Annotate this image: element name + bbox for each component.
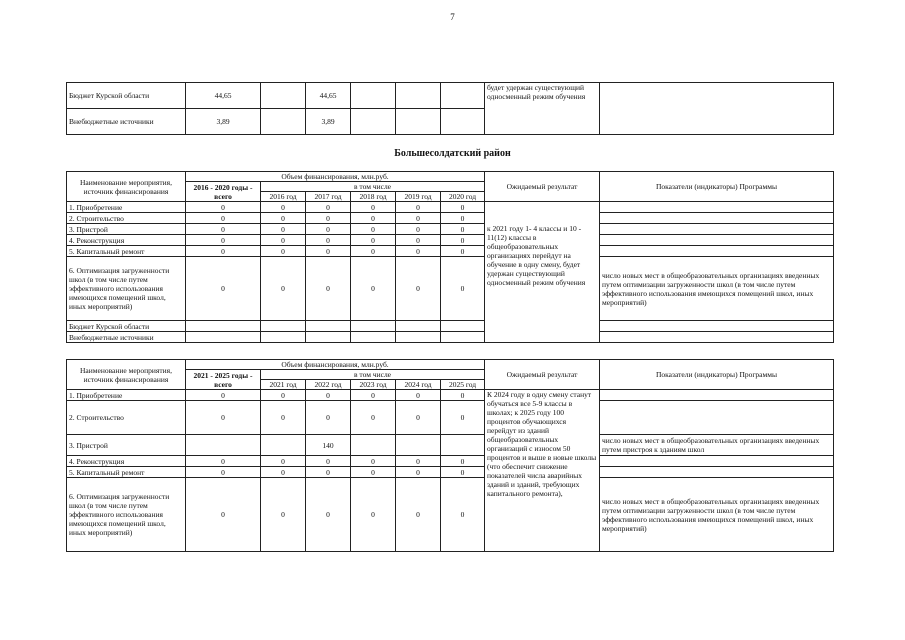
financing-table-2016-2020: [66, 171, 834, 343]
row-name: 2. Строительство: [67, 213, 186, 224]
cell-value: 0: [351, 213, 396, 224]
cell-value: [351, 321, 396, 332]
cell-total: 0: [186, 456, 261, 467]
cell-value: 0: [441, 202, 485, 213]
cell-total: 3,89: [186, 109, 261, 135]
cell-value: 0: [396, 202, 441, 213]
cell-value: [261, 83, 306, 109]
header-volume: Объем финансирования, млн.руб.: [186, 172, 485, 182]
row-name: Бюджет Курской области: [67, 321, 186, 332]
cell-value: 0: [351, 246, 396, 257]
cell-value: 0: [441, 401, 485, 435]
cell-value: 0: [351, 390, 396, 401]
cell-value: 0: [306, 213, 351, 224]
cell-value: 0: [261, 401, 306, 435]
cell-value: [261, 109, 306, 135]
cell-value: 0: [306, 224, 351, 235]
cell-value: 0: [351, 456, 396, 467]
cell-value: 0: [306, 235, 351, 246]
indicator: [600, 83, 834, 135]
row-name: 5. Капитальный ремонт: [67, 246, 186, 257]
indicator-blank: [600, 332, 834, 343]
cell-value: [351, 332, 396, 343]
cell-value: 0: [351, 257, 396, 321]
cell-total: 0: [186, 467, 261, 478]
cell-value: 0: [306, 456, 351, 467]
cell-value: 0: [351, 478, 396, 552]
cell-total: 0: [186, 401, 261, 435]
top-table: [66, 82, 834, 135]
cell-value: 0: [441, 467, 485, 478]
cell-value: 0: [306, 478, 351, 552]
header-indicator: Показатели (индикаторы) Программы: [600, 360, 834, 390]
header-name: Наименование мероприятия, источник финансирования: [67, 360, 186, 390]
indicator: число новых мест в общеобразовательных организациях введенных путем пристроя к зданиям школ: [600, 435, 834, 456]
header-year: 2022 год: [306, 380, 351, 390]
cell-value: [396, 435, 441, 456]
cell-value: 0: [351, 202, 396, 213]
row-name: 1. Приобретение: [67, 390, 186, 401]
cell-value: 0: [396, 390, 441, 401]
header-result: Ожидаемый результат: [485, 172, 600, 202]
row-name: 6. Оптимизация загруженности школ (в том числе путем эффективного использования имеющихся помещений школ, иных мероприятий): [67, 257, 186, 321]
cell-value: 0: [261, 235, 306, 246]
cell-value: 0: [396, 478, 441, 552]
cell-value: 0: [441, 235, 485, 246]
cell-value: 0: [261, 213, 306, 224]
header-total: 2016 - 2020 годы - всего: [186, 182, 261, 202]
indicator-blank: [600, 456, 834, 467]
cell-value: [441, 332, 485, 343]
cell-value: 0: [441, 246, 485, 257]
row-name: 1. Приобретение: [67, 202, 186, 213]
cell-value: [396, 332, 441, 343]
cell-value: [351, 109, 396, 135]
header-year: 2018 год: [351, 192, 396, 202]
cell-value: 0: [261, 478, 306, 552]
cell-value: 0: [351, 224, 396, 235]
cell-value: 0: [261, 224, 306, 235]
cell-value: [261, 321, 306, 332]
header-indicator: Показатели (индикаторы) Программы: [600, 172, 834, 202]
cell-total: 0: [186, 202, 261, 213]
expected-result: К 2024 году в одну смену станут обучаться все 5-9 классы в школах; к 2025 году 100 процентов обучающихся перейдут из зданий общеобразовательных организаций с износом 50 процентов и выше в новые школы (что обеспечит снижение показателей числа аварийных зданий и зданий, требующих капитального ремонта),: [485, 390, 600, 552]
cell-value: 0: [396, 224, 441, 235]
cell-value: [306, 321, 351, 332]
cell-total: [186, 332, 261, 343]
row-name: Бюджет Курской области: [67, 83, 186, 109]
row-name: 4. Реконструкция: [67, 235, 186, 246]
cell-value: [396, 83, 441, 109]
cell-value: 0: [441, 456, 485, 467]
header-total: 2021 - 2025 годы - всего: [186, 370, 261, 390]
cell-value: 0: [396, 213, 441, 224]
cell-value: [261, 435, 306, 456]
indicator-blank: [600, 390, 834, 401]
row-name: 2. Строительство: [67, 401, 186, 435]
header-year: 2020 год: [441, 192, 485, 202]
cell-value: 0: [306, 401, 351, 435]
cell-value: 0: [441, 390, 485, 401]
cell-total: 0: [186, 257, 261, 321]
row-name: Внебюджетные источники: [67, 109, 186, 135]
cell-value: [441, 435, 485, 456]
cell-value: 3,89: [306, 109, 351, 135]
header-year: 2016 год: [261, 192, 306, 202]
indicator-blank: [600, 202, 834, 213]
cell-total: 44,65: [186, 83, 261, 109]
header-name: Наименование мероприятия, источник финансирования: [67, 172, 186, 202]
indicator-blank: [600, 467, 834, 478]
financing-table-2021-2025: [66, 359, 834, 552]
cell-total: 0: [186, 235, 261, 246]
expected-result: к 2021 году 1- 4 классы и 10 - 11(12) классы в общеобразовательных организациях перейдут на обучение в одну смену, будет удержан существующий односменный режим обучения: [485, 202, 600, 343]
cell-value: 0: [261, 257, 306, 321]
cell-value: [441, 109, 485, 135]
cell-total: 0: [186, 390, 261, 401]
cell-value: [441, 83, 485, 109]
cell-value: 0: [396, 467, 441, 478]
row-name: 6. Оптимизация загруженности школ (в том числе путем эффективного использования имеющихся помещений школ, иных мероприятий): [67, 478, 186, 552]
cell-value: [351, 435, 396, 456]
cell-value: 0: [261, 456, 306, 467]
cell-value: [396, 109, 441, 135]
row-name: 3. Пристрой: [67, 224, 186, 235]
indicator-blank: [600, 321, 834, 332]
indicator-blank: [600, 401, 834, 435]
cell-total: [186, 435, 261, 456]
cell-total: 0: [186, 213, 261, 224]
indicator: число новых мест в общеобразовательных организациях введенных путем оптимизации загруженности школ (в том числе путем эффективного использования имеющихся помещений школ, иных мероприятий): [600, 478, 834, 552]
header-year: 2019 год: [396, 192, 441, 202]
cell-value: 0: [396, 456, 441, 467]
cell-value: 0: [261, 390, 306, 401]
header-volume: Объем финансирования, млн.руб.: [186, 360, 485, 370]
cell-value: 0: [351, 467, 396, 478]
cell-value: [306, 332, 351, 343]
header-year: 2025 год: [441, 380, 485, 390]
header-year: 2021 год: [261, 380, 306, 390]
cell-value: 0: [351, 235, 396, 246]
header-result: Ожидаемый результат: [485, 360, 600, 390]
cell-total: 0: [186, 246, 261, 257]
expected-result: будет удержан существующий односменный режим обучения: [485, 83, 600, 135]
indicator-blank: [600, 246, 834, 257]
cell-value: 0: [306, 390, 351, 401]
indicator-blank: [600, 213, 834, 224]
cell-value: 0: [396, 246, 441, 257]
header-year: 2023 год: [351, 380, 396, 390]
district-title: Большесолдатский район: [394, 148, 511, 159]
header-incl: в том числе: [261, 182, 485, 192]
cell-value: 0: [306, 257, 351, 321]
cell-total: 0: [186, 224, 261, 235]
cell-value: 0: [261, 246, 306, 257]
page-number: 7: [450, 12, 455, 22]
cell-value: 0: [351, 401, 396, 435]
row-name: 5. Капитальный ремонт: [67, 467, 186, 478]
cell-total: [186, 321, 261, 332]
cell-total: 0: [186, 478, 261, 552]
row-name: 4. Реконструкция: [67, 456, 186, 467]
cell-value: [351, 83, 396, 109]
indicator: число новых мест в общеобразовательных организациях введенных путем оптимизации загруженности школ (в том числе путем эффективного использования имеющихся помещений школ, иных мероприятий): [600, 257, 834, 321]
cell-value: 0: [396, 235, 441, 246]
cell-value: 140: [306, 435, 351, 456]
cell-value: 0: [306, 246, 351, 257]
cell-value: 0: [441, 213, 485, 224]
cell-value: 0: [306, 467, 351, 478]
cell-value: 0: [441, 257, 485, 321]
header-incl: в том числе: [261, 370, 485, 380]
header-year: 2024 год: [396, 380, 441, 390]
indicator-blank: [600, 235, 834, 246]
row-name: Внебюджетные источники: [67, 332, 186, 343]
cell-value: 0: [441, 478, 485, 552]
cell-value: 0: [261, 467, 306, 478]
row-name: 3. Пристрой: [67, 435, 186, 456]
header-year: 2017 год: [306, 192, 351, 202]
cell-value: 0: [261, 202, 306, 213]
indicator-blank: [600, 224, 834, 235]
cell-value: [396, 321, 441, 332]
cell-value: 0: [396, 257, 441, 321]
cell-value: 0: [396, 401, 441, 435]
cell-value: [261, 332, 306, 343]
cell-value: 44,65: [306, 83, 351, 109]
cell-value: [441, 321, 485, 332]
cell-value: 0: [441, 224, 485, 235]
cell-value: 0: [306, 202, 351, 213]
